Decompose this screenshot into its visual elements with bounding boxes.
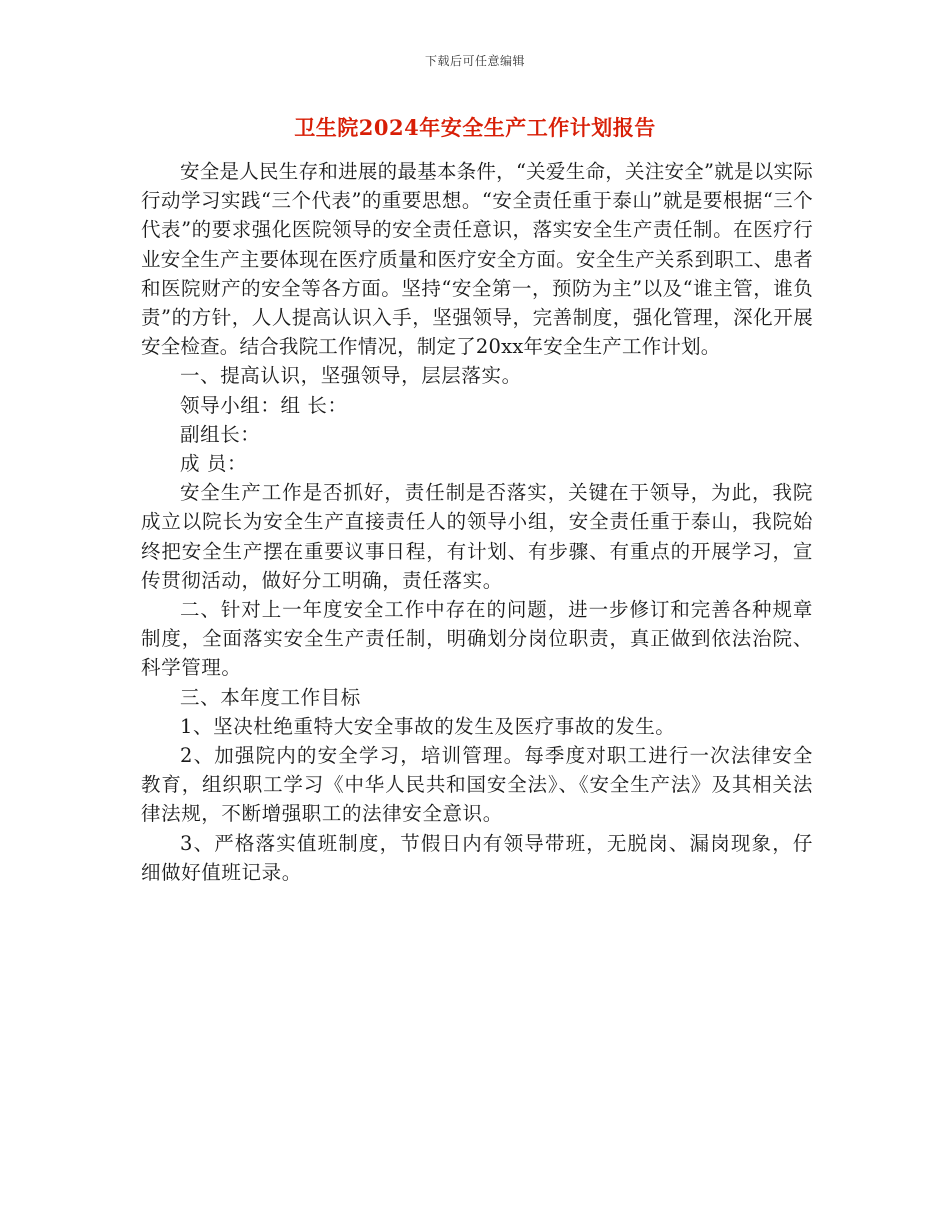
paragraph-section-one-heading: 一、提高认识，坚强领导，层层落实。 [180, 364, 522, 388]
paragraph-intro: 安全是人民生存和进展的最基本条件，“关爱生命，关注安全”就是以实际行动学习实践“三个代表”的重要思想。“安全责任重于泰山”就是要根据“三个代表”的要求强化医院领导的安全责任意识，落实安全生产责任制。在医疗行业安全生产主要体现在医疗质量和医疗安全方面。安全生产关系到职工、患者和医院财产的安全等各方面。坚持“安全第一，预防为主”以及“谁主管，谁负责”的方针，人人提高认识入手，坚强领导，完善制度，强化管理，深化开展安全检查。结合我院工作情况，制定了20xx年安全生产工作计划。 [141, 160, 813, 359]
paragraph-goal-three: 3、严格落实值班制度，节假日内有领导带班，无脱岗、漏岗现象，仔细做好值班记录。 [141, 831, 813, 884]
paragraph-section-three-heading: 三、本年度工作目标 [180, 685, 361, 709]
paragraph-group-leader: 领导小组：组 长： [180, 393, 348, 417]
paragraph-members: 成 员： [180, 452, 248, 476]
document-body [141, 157, 813, 887]
document-title: 卫生院2024年安全生产工作计划报告 [294, 115, 656, 140]
paragraph-goal-one: 1、坚决杜绝重特大安全事故的发生及医疗事故的发生。 [180, 714, 676, 738]
paragraph-deputy-leader: 副组长： [180, 422, 261, 446]
paragraph-goal-two: 2、加强院内的安全学习，培训管理。每季度对职工进行一次法律安全教育，组织职工学习《中华人民共和国安全法》、《安全生产法》及其相关法律法规，不断增强职工的法律安全意识。 [141, 744, 813, 826]
paragraph-section-two: 二、针对上一年度安全工作中存在的问题，进一步修订和完善各种规章制度，全面落实安全生产责任制，明确划分岗位职责，真正做到依法治院、科学管理。 [141, 598, 813, 680]
paragraph-leadership: 安全生产工作是否抓好，责任制是否落实，关键在于领导，为此，我院成立以院长为安全生产直接责任人的领导小组，安全责任重于泰山，我院始终把安全生产摆在重要议事日程，有计划、有步骤、有重点的开展学习，宣传贯彻活动，做好分工明确，责任落实。 [141, 481, 813, 592]
header-note: 下载后可任意编辑 [424, 54, 525, 68]
